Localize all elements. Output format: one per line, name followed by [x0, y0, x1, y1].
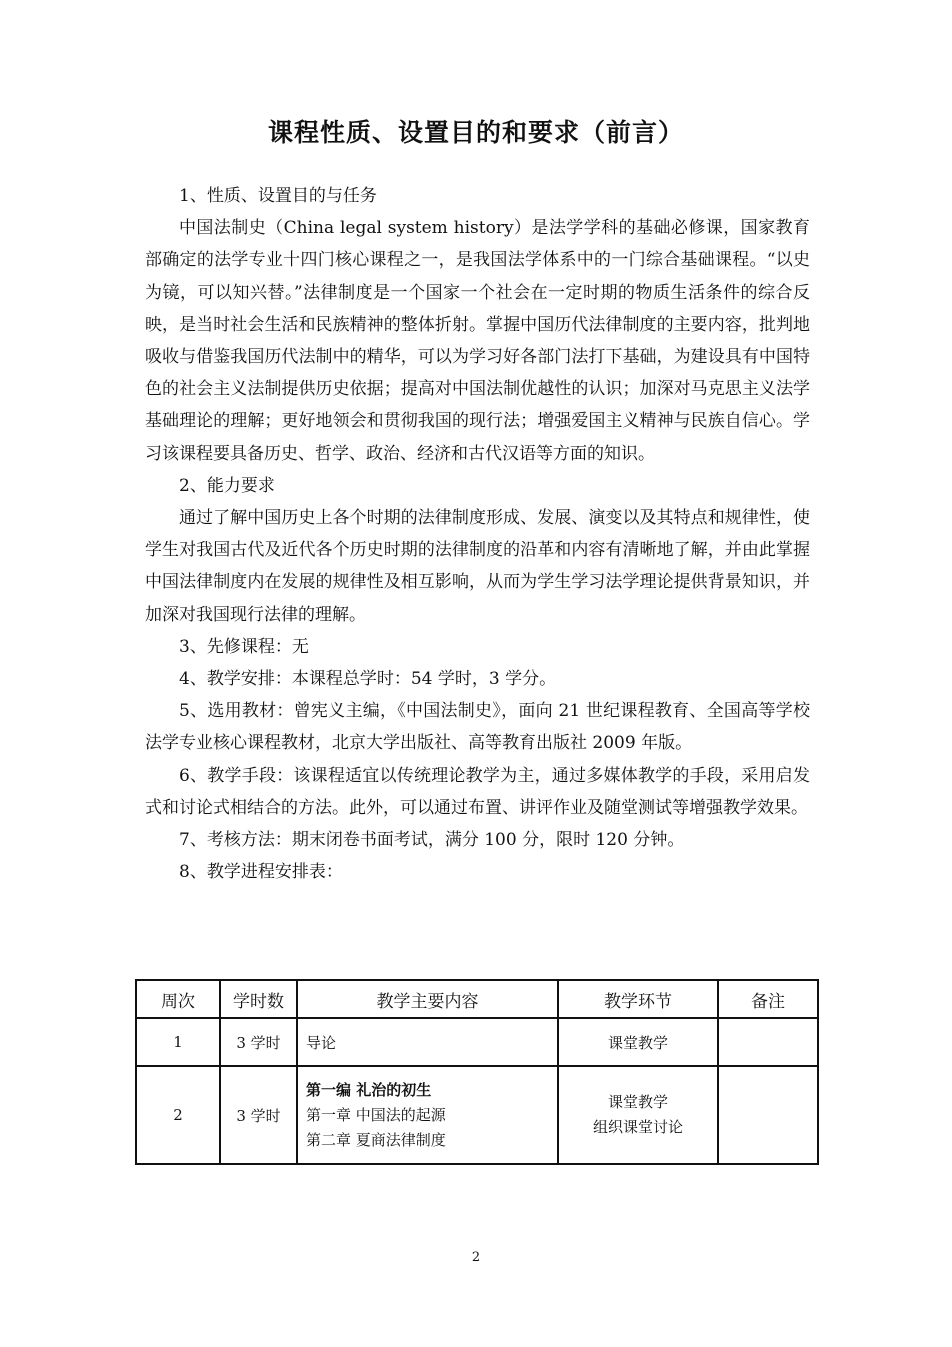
- header-week: 周次: [136, 980, 220, 1018]
- cell-content: [297, 1066, 558, 1164]
- paragraph-prerequisite: 3、先修课程：无: [179, 636, 309, 657]
- paragraph-schedule: 4、教学安排：本课程总学时：54 学时，3 学分。: [179, 669, 557, 690]
- section-heading-2: 2、能力要求: [179, 475, 275, 496]
- schedule-table: [135, 979, 819, 1165]
- session-line: 课堂教学: [607, 1033, 668, 1052]
- document-body: [145, 180, 810, 888]
- session-line: 组织课堂讨论: [592, 1118, 683, 1136]
- header-session: 教学环节: [558, 980, 718, 1018]
- header-hours: 学时数: [220, 980, 297, 1018]
- page-number: 2: [471, 1250, 481, 1265]
- schedule-table-wrapper: [135, 979, 817, 1165]
- cell-session: [558, 1066, 718, 1164]
- content-part-title: 第一编 礼治的初生: [306, 1080, 432, 1099]
- table-row: [136, 1066, 818, 1164]
- cell-hours: 3 学时: [220, 1018, 297, 1066]
- header-note: 备注: [718, 980, 818, 1018]
- cell-session: [558, 1018, 718, 1066]
- cell-hours: 3 学时: [220, 1066, 297, 1164]
- paragraph-teaching-method: 6、教学手段：该课程适宜以传统理论教学为主，通过多媒体教学的手段，采用启发式和讨论式相结合的方法。此外，可以通过布置、讲评作业及随堂测试等增强教学效果。: [145, 765, 810, 818]
- cell-note: [718, 1018, 818, 1066]
- table-row: [136, 1018, 818, 1066]
- session-line: 课堂教学: [607, 1093, 668, 1111]
- table-header-row: [136, 980, 818, 1018]
- cell-week: 1: [136, 1018, 220, 1066]
- paragraph-textbook: 5、选用教材：曾宪义主编，《中国法制史》，面向 21 世纪课程教育、全国高等学校法学专业核心课程教材，北京大学出版社、高等教育出版社 2009 年版。: [145, 701, 810, 754]
- section-heading-1: 1、性质、设置目的与任务: [179, 186, 377, 206]
- cell-note: [718, 1066, 818, 1164]
- cell-week: 2: [136, 1066, 220, 1164]
- paragraph-progress-table-heading: 8、教学进程安排表：: [179, 862, 343, 883]
- header-content: 教学主要内容: [297, 980, 558, 1018]
- cell-content: [297, 1018, 558, 1066]
- page-title: 课程性质、设置目的和要求（前言）: [267, 118, 684, 147]
- content-line: 导论: [306, 1033, 337, 1052]
- content-line: 第一章 中国法的起源: [306, 1105, 446, 1124]
- paragraph-assessment: 7、考核方法：期末闭卷书面考试，满分 100 分，限时 120 分钟。: [179, 830, 685, 851]
- content-line: 第二章 夏商法律制度: [306, 1130, 446, 1149]
- paragraph-nature: 中国法制史（China legal system history）是法学学科的基础必修课，国家教育部确定的法学专业十四门核心课程之一，是我国法学体系中的一门综合基础课程。“以史为镜，可以知兴替。”法律制度是一个国家一个社会在一定时期的物质生活条件的综合反映，是当时社会生活和民族精神的整体折射。掌握中国历代法律制度的主要内容，批判地吸收与借鉴我国历代法制中的精华，可以为学习好各部门法打下基础，为建设具有中国特色的社会主义法制提供历史依据；提高对中国法制优越性的认识；加深对马克思主义法学基础理论的理解；更好地领会和贯彻我国的现行法；增强爱国主义精神与民族自信心。学习该课程要具备历史、哲学、政治、经济和古代汉语等方面的知识。: [145, 218, 810, 464]
- paragraph-ability: 通过了解中国历史上各个时期的法律制度形成、发展、演变以及其特点和规律性，使学生对我国古代及近代各个历史时期的法律制度的沿革和内容有清晰地了解，并由此掌握中国法律制度内在发展的规律性及相互影响，从而为学生学习法学理论提供背景知识，并加深对我国现行法律的理解。: [145, 508, 810, 625]
